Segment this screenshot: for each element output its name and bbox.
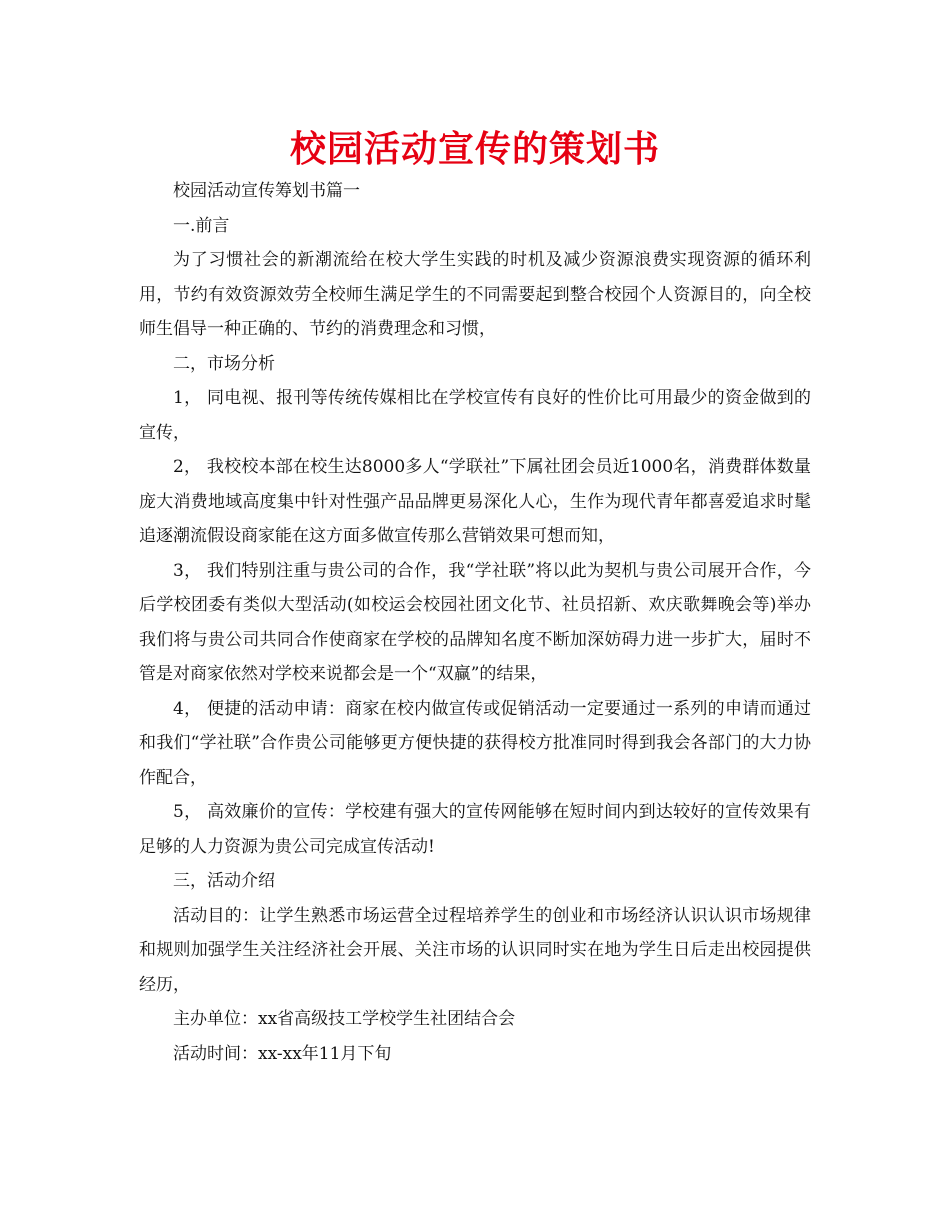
list-item-4: 4， 便捷的活动申请：商家在校内做宣传或促销活动一定要通过一系列的申请而通过和我们“学社联”合作贵公司能够更方便快捷的获得校方批准同时得到我会各部门的大力协作配合，	[139, 698, 811, 788]
heading-market-analysis: 二，市场分析	[173, 353, 275, 374]
paragraph-organizer: 主办单位：xx省高级技工学校学生社团结合会	[173, 1009, 516, 1029]
heading-preface: 一.前言	[173, 215, 230, 236]
list-item-5: 5， 高效廉价的宣传：学校建有强大的宣传网能够在短时间内到达较好的宣传效果有足够的人力资源为贵公司完成宣传活动!	[139, 802, 811, 857]
paragraph-activity-purpose: 活动目的：让学生熟悉市场运营全过程培养学生的创业和市场经济认识认识市场规律和规则加强学生关注经济社会开展、关注市场的认识同时实在地为学生日后走出校园提供经历，	[139, 905, 811, 995]
document-title: 校园活动宣传的策划书	[289, 129, 660, 170]
section-subtitle: 校园活动宣传筹划书篇一	[173, 181, 360, 201]
document-body	[139, 174, 811, 1071]
list-item-3: 3， 我们特别注重与贵公司的合作，我“学社联”将以此为契机与贵公司展开合作，今后学校团委有类似大型活动(如校运会校园社团文化节、社员招新、欢庆歌舞晚会等)举办我们将与贵公司共同合作使商家在学校的品牌知名度不断加深妨碍力进一步扩大，届时不管是对商家依然对学校来说都会是一个“双赢”的结果，	[139, 560, 811, 684]
paragraph-preface: 为了习惯社会的新潮流给在校大学生实践的时机及减少资源浪费实现资源的循环利用，节约有效资源效劳全校师生满足学生的不同需要起到整合校园个人资源目的，向全校师生倡导一种正确的、节约的消费理念和习惯，	[139, 250, 811, 339]
paragraph-activity-time: 活动时间：xx-xx年11月下旬	[173, 1043, 392, 1064]
heading-activity-intro: 三，活动介绍	[173, 871, 275, 891]
list-item-1: 1， 同电视、报刊等传统传媒相比在学校宣传有良好的性价比可用最少的资金做到的宣传，	[139, 388, 811, 443]
list-item-2: 2， 我校校本部在校生达8000多人“学联社”下属社团会员近1000名，消费群体数量庞大消费地域高度集中针对性强产品品牌更易深化人心，生作为现代青年都喜爱追求时髦追逐潮流假设商家能在这方面多做宣传那么营销效果可想而知，	[139, 457, 811, 546]
